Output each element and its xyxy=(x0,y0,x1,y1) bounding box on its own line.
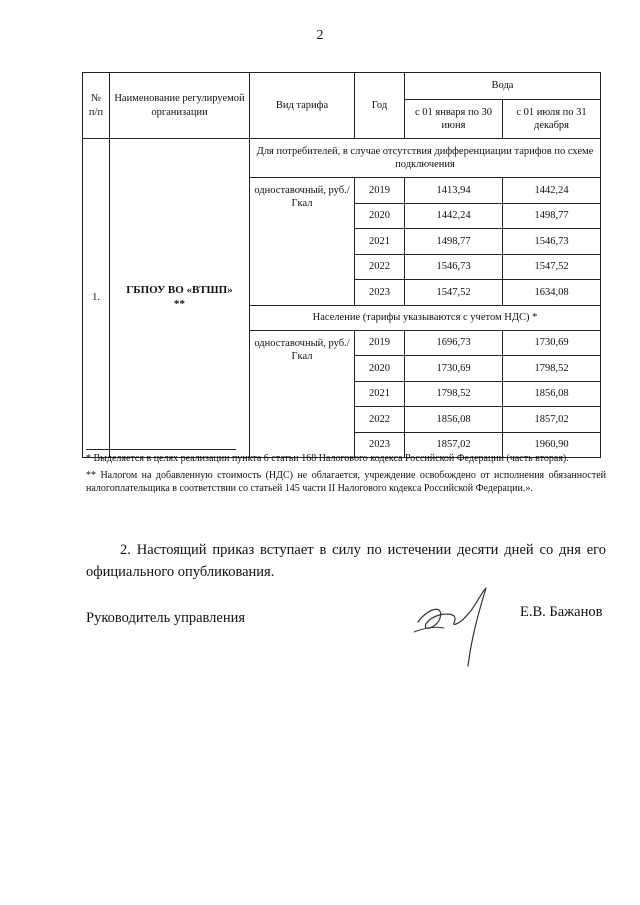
value-cell: 1547,52 xyxy=(405,280,503,306)
value-cell: 1798,52 xyxy=(405,381,503,407)
year-cell: 2020 xyxy=(355,356,405,382)
tariff-table xyxy=(82,72,601,458)
organization-name xyxy=(110,139,250,458)
footnote-1: * Выделяется в целях реализации пункта 6 статьи 168 Налогового кодекса Российской Федерации (часть вторая). xyxy=(86,453,569,464)
year-cell: 2023 xyxy=(355,280,405,306)
year-cell: 2022 xyxy=(355,254,405,280)
section-title-2: Население (тарифы указываются с учетом НДС) * xyxy=(250,305,601,330)
header-water: Вода xyxy=(405,73,601,100)
organization-title: ГБПОУ ВО «ВТШП» xyxy=(126,284,233,297)
value-cell: 1960,90 xyxy=(503,432,601,458)
header-org-name: Наименование регулируемой организации xyxy=(110,73,250,139)
footnote-divider xyxy=(86,449,236,450)
organization-footnote-mark: ** xyxy=(174,298,185,310)
header-num: № п/п xyxy=(83,73,110,139)
header-period-1: с 01 января по 30 июня xyxy=(405,100,503,139)
value-cell: 1856,08 xyxy=(405,407,503,433)
year-cell: 2021 xyxy=(355,381,405,407)
row-number: 1. xyxy=(83,139,110,458)
value-cell: 1547,52 xyxy=(503,254,601,280)
value-cell: 1730,69 xyxy=(503,330,601,356)
tariff-kind-1: одноставочный, руб./Гкал xyxy=(250,178,355,306)
footnote-2: ** Налогом на добавленную стоимость (НДС) не облагается, учреждение освобождено от исполнения обязанностей налогоплательщика в соответствии со статьей 145 части II Налогового кодекса Российской Федерации.». xyxy=(86,469,606,494)
header-period-2: с 01 июля по 31 декабря xyxy=(503,100,601,139)
value-cell: 1546,73 xyxy=(503,229,601,255)
value-cell: 1498,77 xyxy=(405,229,503,255)
value-cell: 1857,02 xyxy=(503,407,601,433)
value-cell: 1856,08 xyxy=(503,381,601,407)
value-cell: 1730,69 xyxy=(405,356,503,382)
year-cell: 2019 xyxy=(355,178,405,204)
value-cell: 1696,73 xyxy=(405,330,503,356)
year-cell: 2019 xyxy=(355,330,405,356)
signature-icon xyxy=(410,582,500,672)
year-cell: 2020 xyxy=(355,203,405,229)
signer-title: Руководитель управления xyxy=(86,610,246,626)
year-cell: 2022 xyxy=(355,407,405,433)
value-cell: 1442,24 xyxy=(503,178,601,204)
year-cell: 2021 xyxy=(355,229,405,255)
value-cell: 1413,94 xyxy=(405,178,503,204)
signer-name: Е.В. Бажанов xyxy=(520,604,603,620)
order-paragraph: 2. Настоящий приказ вступает в силу по истечении десяти дней со дня его официального опубликования. xyxy=(86,542,606,580)
year-cell: 2023 xyxy=(355,432,405,458)
header-year: Год xyxy=(355,73,405,139)
footnotes xyxy=(86,452,606,499)
page-number: 2 xyxy=(316,28,324,43)
value-cell: 1634,08 xyxy=(503,280,601,306)
value-cell: 1798,52 xyxy=(503,356,601,382)
value-cell: 1857,02 xyxy=(405,432,503,458)
value-cell: 1498,77 xyxy=(503,203,601,229)
value-cell: 1442,24 xyxy=(405,203,503,229)
section-title-1: Для потребителей, в случае отсутствия дифференциации тарифов по схеме подключения xyxy=(250,139,601,178)
value-cell: 1546,73 xyxy=(405,254,503,280)
tariff-kind-2: одноставочный, руб./Гкал xyxy=(250,330,355,458)
header-tariff-kind: Вид тарифа xyxy=(250,73,355,139)
